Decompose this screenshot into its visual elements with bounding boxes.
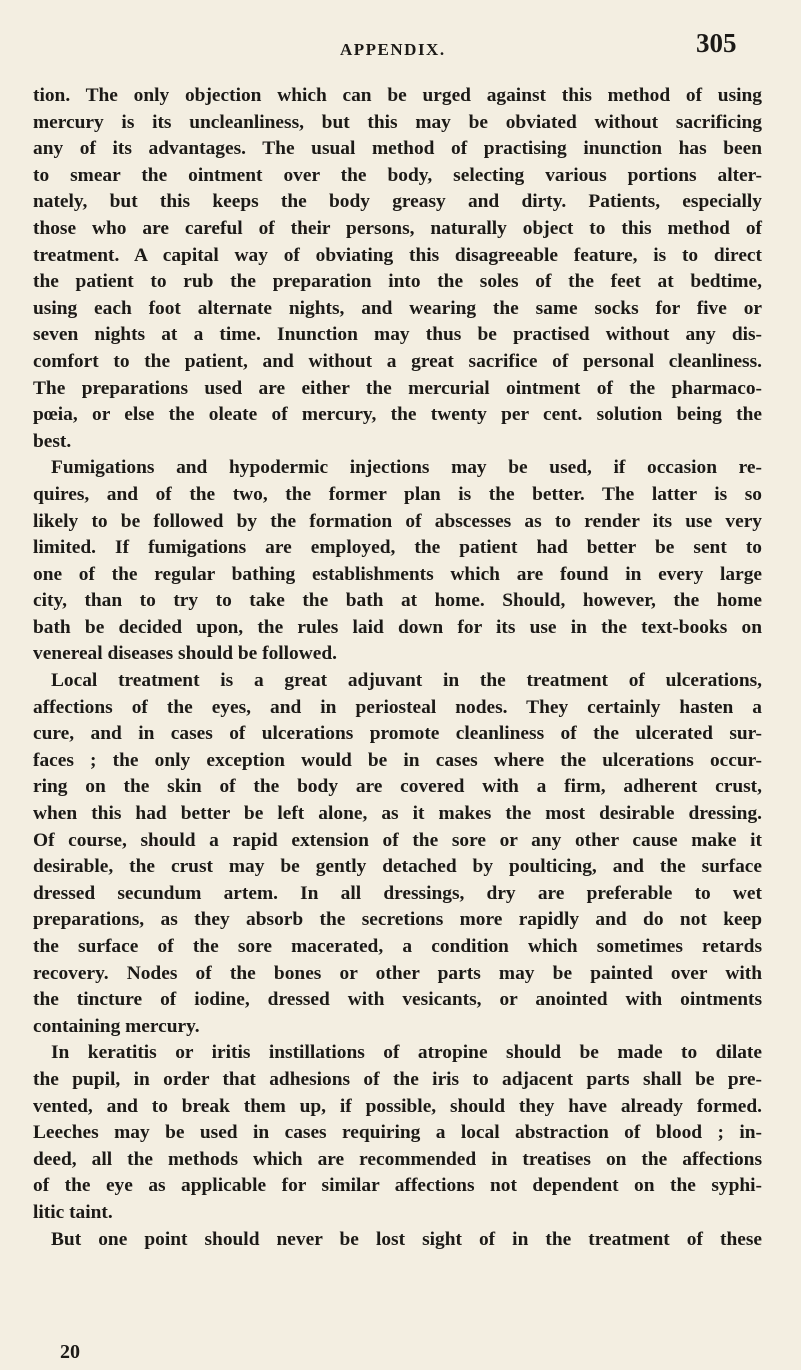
text-line: of the eye as applicable for similar affections not dependent on the syphi- [33,1175,762,1197]
text-line: city, than to try to take the bath at home. Should, however, the home [33,590,762,612]
text-line: preparations, as they absorb the secretions more rapidly and do not keep [33,909,762,931]
text-line: to smear the ointment over the body, selecting various portions alter- [33,164,762,186]
text-line: Local treatment is a great adjuvant in the treatment of ulcerations, [51,670,762,692]
text-line: seven nights at a time. Inunction may thus be practised without any dis- [33,324,762,346]
page-header [0,26,801,66]
text-line: But one point should never be lost sight of in the treatment of these [51,1228,762,1250]
text-line: the pupil, in order that adhesions of the iris to adjacent parts shall be pre- [33,1068,762,1090]
text-line: mercury is its uncleanliness, but this may be obviated without sacrificing [33,111,762,133]
text-line: affections of the eyes, and in periosteal nodes. They certainly hasten a [33,696,762,718]
text-line: tion. The only objection which can be urged against this method of using [33,85,762,106]
text-line: quires, and of the two, the former plan is the better. The latter is so [33,483,762,505]
text-line: nately, but this keeps the body greasy and dirty. Patients, especially [33,191,762,213]
text-line: limited. If fumigations are employed, the patient had better be sent to [33,537,762,559]
text-line: deed, all the methods which are recommended in treatises on the affections [33,1148,762,1170]
text-line: any of its advantages. The usual method of practising inunction has been [33,138,762,160]
text-line: cure, and in cases of ulcerations promote cleanliness of the ulcerated sur- [33,723,762,745]
text-line: when this had better be left alone, as it makes the most desirable dressing. [33,803,762,825]
page-number: 305 [696,28,737,58]
text-line: The preparations used are either the mercurial ointment of the pharmaco- [33,377,762,399]
text-line: using each foot alternate nights, and wearing the same socks for five or [33,297,762,319]
text-line: one of the regular bathing establishments which are found in every large [33,563,762,585]
text-line: those who are careful of their persons, naturally object to this method of [33,217,762,239]
running-head: APPENDIX. [340,40,446,59]
text-line: In keratitis or iritis instillations of atropine should be made to dilate [51,1042,762,1064]
text-line: faces ; the only exception would be in cases where the ulcerations occur- [33,749,762,771]
text-line: the surface of the sore macerated, a condition which sometimes retards [33,936,762,957]
text-line: pœia, or else the oleate of mercury, the twenty per cent. solution being the [33,404,762,426]
body-text [33,83,762,1253]
text-line: litic taint. [33,1201,113,1223]
text-line: dressed secundum artem. In all dressings, dry are preferable to wet [33,882,762,904]
text-line: desirable, the crust may be gently detached by poulticing, and the surface [33,856,762,878]
text-line: vented, and to break them up, if possible, should they have already formed. [33,1095,762,1117]
text-line: venereal diseases should be followed. [33,643,337,665]
text-line: ring on the skin of the body are covered with a firm, adherent crust, [33,776,762,798]
text-line: recovery. Nodes of the bones or other parts may be painted over with [33,962,762,984]
text-line: bath be decided upon, the rules laid down for its use in the text-books on [33,616,762,638]
text-line: containing mercury. [33,1015,200,1037]
text-line: the patient to rub the preparation into the soles of the feet at bedtime, [33,271,762,293]
text-line: treatment. A capital way of obviating this disagreeable feature, is to direct [33,244,762,266]
text-line: the tincture of iodine, dressed with vesicants, or anointed with ointments [33,989,762,1011]
text-line: comfort to the patient, and without a great sacrifice of personal cleanliness. [33,350,762,372]
text-line: likely to be followed by the formation of abscesses as to render its use very [33,510,762,532]
text-line: best. [33,430,72,452]
signature-mark: 20 [60,1341,80,1363]
text-line: Leeches may be used in cases requiring a local abstraction of blood ; in- [33,1122,762,1144]
text-line: Fumigations and hypodermic injections may be used, if occasion re- [51,457,762,479]
text-line: Of course, should a rapid extension of the sore or any other cause make it [33,829,762,851]
